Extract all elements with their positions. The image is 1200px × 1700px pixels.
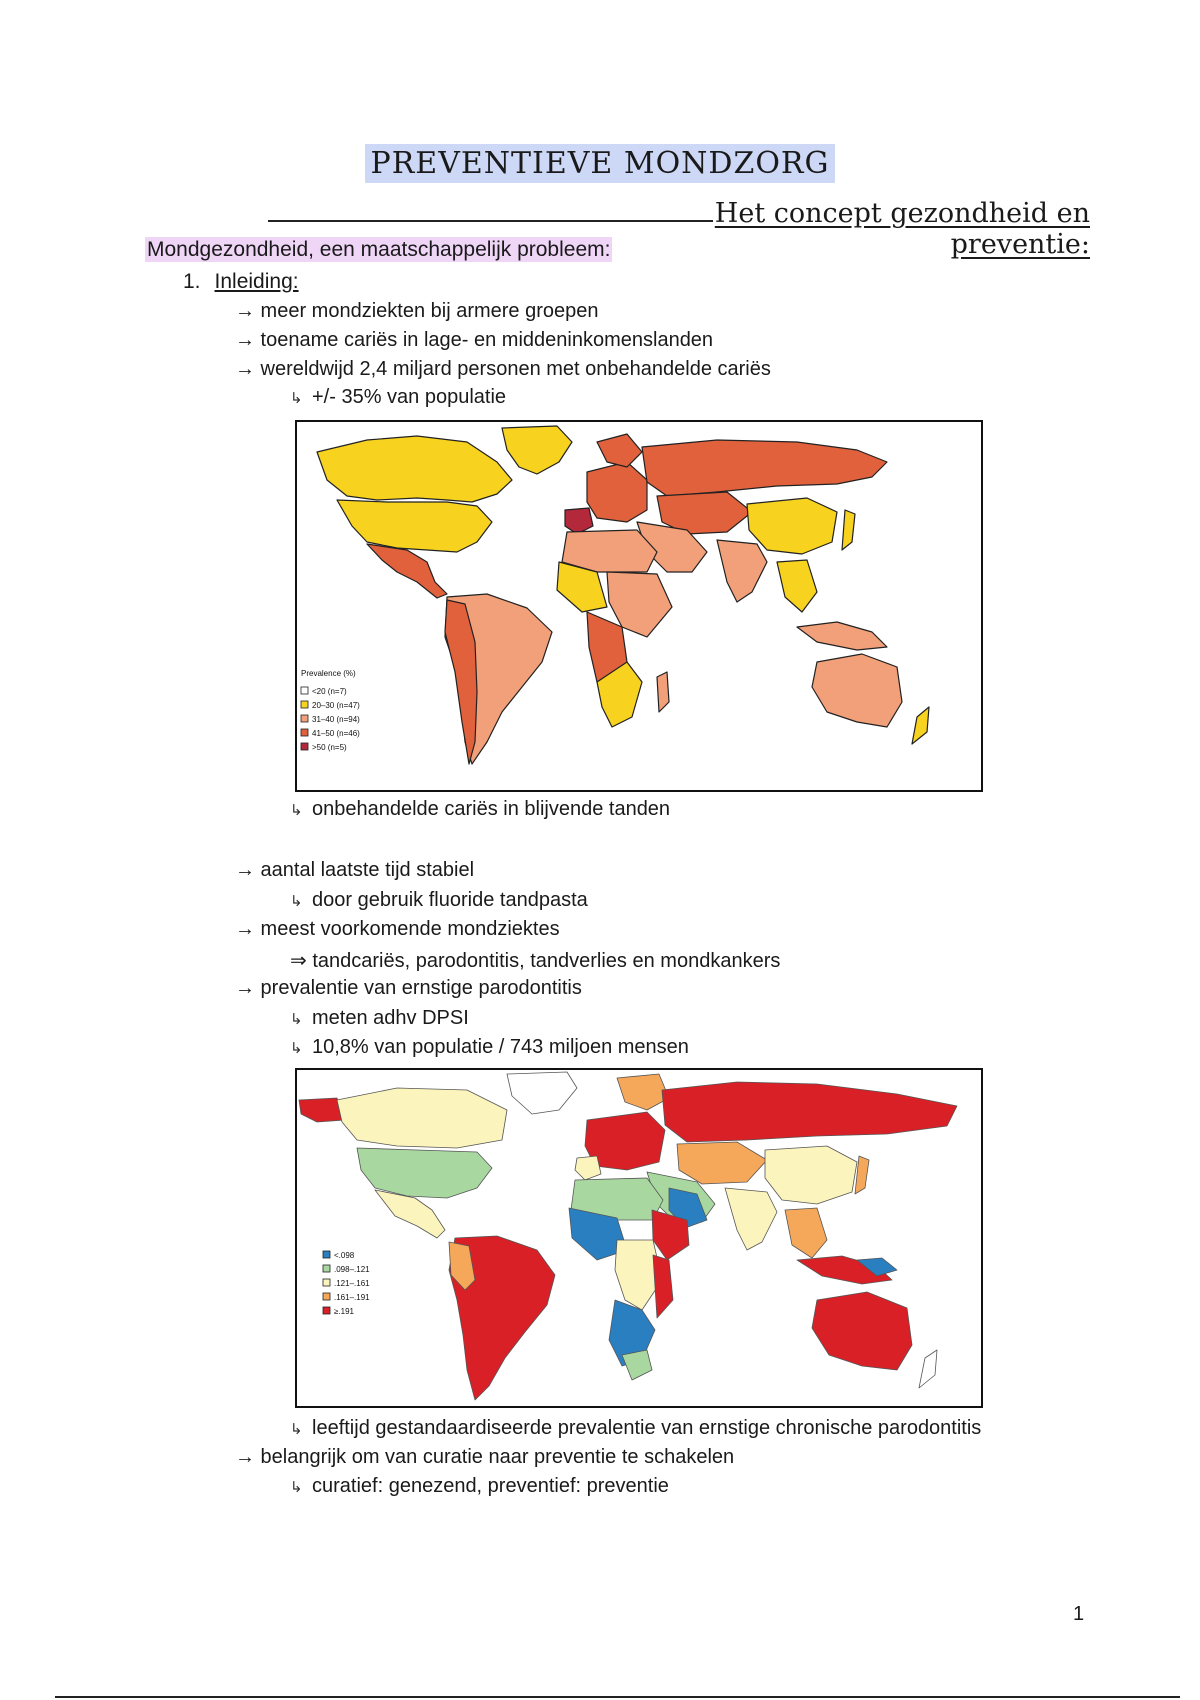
section-heading — [145, 238, 612, 262]
map1-legend-label: 20–30 (n=47) — [312, 701, 360, 710]
bullet-line: → meer mondziekten bij armere groepen — [235, 300, 599, 322]
map1-legend-label: 41–50 (n=46) — [312, 729, 360, 738]
map1-japan — [842, 510, 855, 550]
map2-legend-swatch — [323, 1293, 330, 1300]
map2-legend-swatch — [323, 1251, 330, 1258]
map2-russia — [662, 1082, 957, 1142]
sub-arrow-icon: ↳ — [290, 1421, 303, 1438]
map2-legend-swatch — [323, 1307, 330, 1314]
sub-bullet-text: curatief: genezend, preventief: preventie — [312, 1475, 669, 1497]
map1-usa — [337, 500, 492, 552]
map1-new-zealand — [912, 707, 929, 744]
map1-russia — [642, 440, 887, 496]
map2-canada — [337, 1088, 507, 1148]
map1-indonesia — [797, 622, 887, 650]
map2-scandinavia — [617, 1074, 669, 1110]
caries-prevalence-map — [295, 420, 983, 792]
bullet-line: → aantal laatste tijd stabiel — [235, 859, 475, 881]
sub-bullet-line — [290, 1475, 669, 1498]
map1-legend-label: 31–40 (n=94) — [312, 715, 360, 724]
page-title-text: PREVENTIEVE MONDZORG — [365, 144, 836, 183]
page-number: 1 — [1073, 1603, 1085, 1625]
heading-number: 1. — [183, 270, 201, 293]
map2-east-africa — [653, 1255, 673, 1318]
sub-bullet-text: meten adhv DPSI — [312, 1007, 469, 1029]
subtitle-rule — [268, 220, 713, 222]
sub-bullet-line — [290, 798, 670, 821]
sub-arrow-icon: ↳ — [290, 893, 303, 910]
map1-greenland — [502, 426, 572, 474]
sub-bullet-text: onbehandelde cariës in blijvende tanden — [312, 798, 671, 820]
map2-south-africa — [622, 1350, 652, 1380]
sub-arrow-icon: ↳ — [290, 390, 303, 407]
page-title — [0, 146, 1200, 181]
map2-greenland — [507, 1072, 577, 1114]
map1-canada — [317, 436, 512, 502]
sub-bullet-line — [290, 889, 588, 912]
map2-legend-label: .098–.121 — [334, 1265, 370, 1274]
bullet-line: → belangrijk om van curatie naar preventie te schakelen — [235, 1446, 735, 1468]
map2-australia — [812, 1292, 912, 1370]
map1-legend-swatch — [301, 743, 308, 750]
map1-legend-swatch — [301, 715, 308, 722]
bullet-line: → prevalentie van ernstige parodontitis — [235, 977, 582, 999]
sub-bullet-line — [290, 1036, 689, 1059]
caries-map-svg — [297, 422, 981, 790]
map1-europe — [587, 462, 647, 522]
footer-rule — [55, 1696, 1180, 1698]
map1-legend — [301, 669, 360, 752]
map1-legend-label: <20 (n=7) — [312, 687, 347, 696]
map1-iberia — [565, 508, 593, 534]
bullet-line: → wereldwijd 2,4 miljard personen met onbehandelde cariës — [235, 358, 771, 380]
map1-india — [717, 540, 767, 602]
bullet-line: → toename cariës in lage- en middeninkomenslanden — [235, 329, 714, 351]
heading-label: Inleiding: — [214, 270, 299, 293]
map2-legend-label: <.098 — [334, 1251, 355, 1260]
sub-arrow-icon: ↳ — [290, 1011, 303, 1028]
map1-north-africa — [562, 530, 657, 572]
sub-bullet-line — [290, 1417, 981, 1440]
map1-legend-swatch — [301, 687, 308, 694]
map2-legend-label: .161–.191 — [334, 1293, 370, 1302]
sub-arrow-icon: ↳ — [290, 1040, 303, 1057]
sub-bullet-line — [290, 1007, 469, 1030]
map2-india — [725, 1188, 777, 1250]
map2-legend-label: ≥.191 — [334, 1307, 354, 1316]
sub-arrow-icon: ↳ — [290, 802, 303, 819]
numbered-heading — [183, 270, 299, 294]
map1-china — [747, 498, 837, 554]
map1-mexico — [367, 544, 447, 598]
map1-legend-label: >50 (n=5) — [312, 743, 347, 752]
map1-madagascar — [657, 672, 669, 712]
sub-bullet-text: 10,8% van populatie / 743 miljoen mensen — [312, 1036, 689, 1058]
sub-bullet-text: door gebruik fluoride tandpasta — [312, 889, 588, 911]
map1-se-asia — [777, 560, 817, 612]
periodontitis-map-svg — [297, 1070, 981, 1406]
map2-central-asia — [677, 1142, 767, 1184]
map2-legend-swatch — [323, 1279, 330, 1286]
periodontitis-prevalence-map — [295, 1068, 983, 1408]
subtitle-text: Het concept gezondheid en preventie: — [714, 198, 1090, 260]
map1-australia — [812, 654, 902, 727]
map2-legend — [323, 1251, 370, 1316]
map1-legend-title: Prevalence (%) — [301, 669, 356, 678]
sub-bullet-line — [290, 386, 506, 409]
map2-se-asia — [785, 1208, 827, 1258]
map2-china — [765, 1146, 857, 1204]
section-heading-text: Mondgezondheid, een maatschappelijk probleem: — [147, 238, 611, 261]
implication-line: ⇒ tandcariës, parodontitis, tandverlies en mondkankers — [290, 950, 781, 972]
map2-legend-label: .121–.161 — [334, 1279, 370, 1288]
map1-legend-swatch — [301, 701, 308, 708]
sub-arrow-icon: ↳ — [290, 1479, 303, 1496]
bullet-line: → meest voorkomende mondziektes — [235, 918, 560, 940]
map2-iberia — [575, 1156, 601, 1180]
sub-bullet-text: +/- 35% van populatie — [312, 386, 507, 408]
map1-scandinavia — [597, 434, 642, 467]
sub-bullet-text: leeftijd gestandaardiseerde prevalentie van ernstige chronische parodontitis — [312, 1417, 982, 1439]
map1-legend-swatch — [301, 729, 308, 736]
map2-new-zealand — [919, 1350, 937, 1388]
map2-legend-swatch — [323, 1265, 330, 1272]
